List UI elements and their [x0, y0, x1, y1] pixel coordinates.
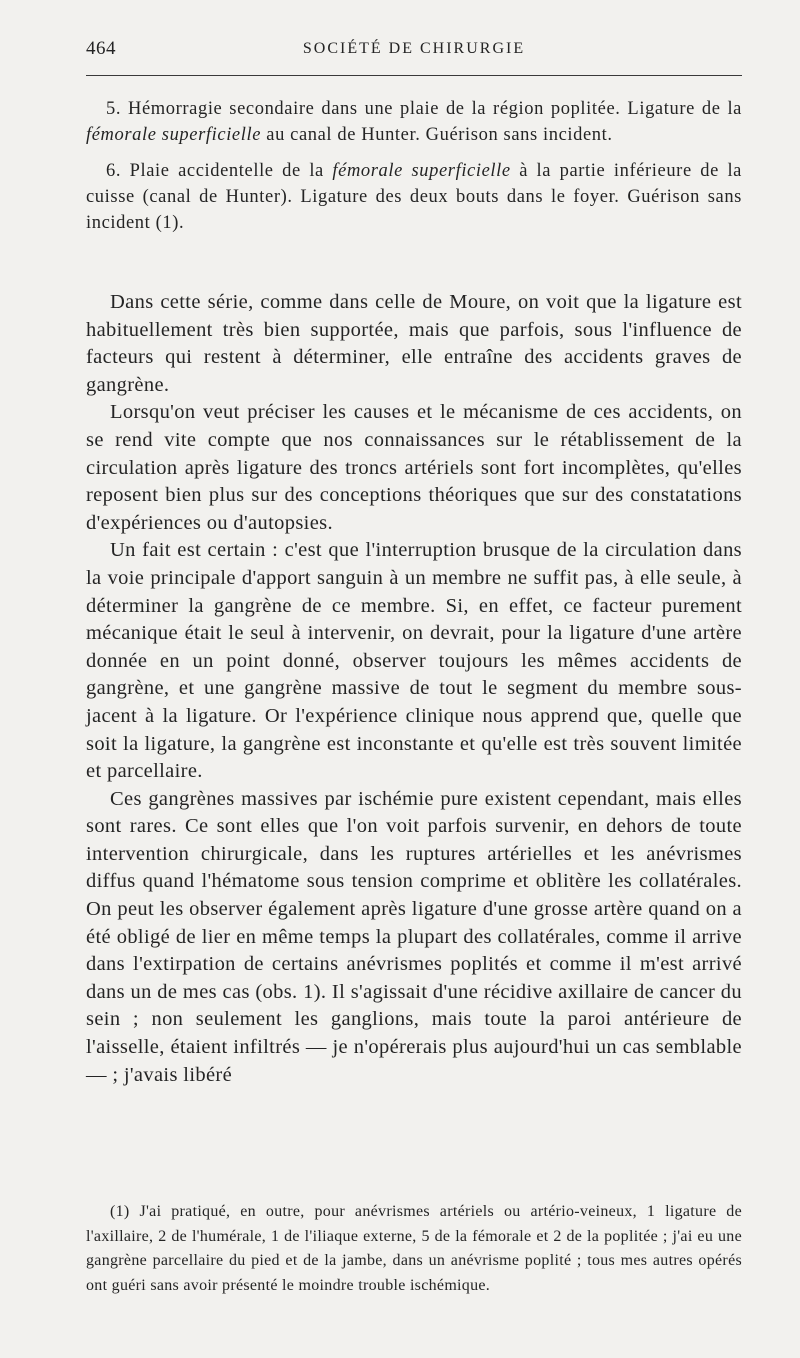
paragraph: Dans cette série, comme dans celle de Moure, on voit que la ligature est habituellement très bien supportée, mais que parfois, sous l'influence de facteurs qui restent à déterminer, elle entraîne des accidents graves de gangrène. — [86, 291, 742, 396]
footnote-text: (1) J'ai pratiqué, en outre, pour anévrismes artériels ou artério-veineux, 1 ligature de l'axillaire, 2 de l'humérale, 1 de l'iliaque externe, 5 de la fémorale et 2 de la poplitée ; j'ai eu une gangrène parcellaire du pied et de la jambe, dans un anévrisme poplité ; tous mes autres opérés ont guéri sans avoir présenté le moindre trouble ischémique. — [86, 1203, 742, 1294]
page-number: 464 — [86, 38, 116, 59]
case-list — [86, 96, 742, 246]
paragraph: Ces gangrènes massives par ischémie pure existent cependant, mais elles sont rares. Ce sont elles que l'on voit parfois survenir, en dehors de toute intervention chirurgicale, dans les ruptures artérielles et les anévrismes diffus quand l'hématome sous tension comprime et oblitère les collatérales. On peut les observer également après ligature d'une grosse artère quand on a été obligé de lier en même temps la plupart des collatérales, comme il arrive dans l'extirpation de certains anévrismes poplités et comme il m'est arrivé dans un de mes cas (obs. 1). Il s'agissait d'une récidive axillaire de cancer du sein ; non seulement les ganglions, mais toute la paroi antérieure de l'aisselle, étaient infiltrés — je n'opérerais plus aujourd'hui un cas semblable — ; j'avais libéré — [86, 787, 742, 1086]
header-rule — [86, 75, 742, 76]
paragraph: Un fait est certain : c'est que l'interruption brusque de la circulation dans la voie principale d'apport sanguin à un membre ne suffit pas, à elle seule, à déterminer la gangrène de ce membre. Si, en effet, ce facteur purement mécanique était le seul à intervenir, on devrait, pour la ligature d'une artère donnée en un point donné, observer toujours les mêmes accidents de gangrène, et une gangrène massive de tout le segment du membre sous-jacent à la ligature. Or l'expérience clinique nous apprend que, quelle que soit la ligature, la gangrène est inconstante et qu'elle est très souvent limitée et parcellaire. — [86, 539, 742, 783]
footnote — [86, 1200, 742, 1298]
page-header — [86, 34, 742, 64]
body-text — [86, 289, 742, 1089]
case-item-6: 6. Plaie accidentelle de la fémorale superficielle à la partie inférieure de la cuisse (canal de Hunter). Ligature des deux bouts dans le foyer. Guérison sans incident (1). — [86, 161, 742, 233]
paragraph: Lorsqu'on veut préciser les causes et le mécanisme de ces accidents, on se rend vite compte que nos connaissances sur le rétablissement de la circulation après ligature des troncs artériels sont fort incomplètes, qu'elles reposent bien plus sur des conceptions théoriques que sur des constatations d'expériences ou d'autopsies. — [86, 401, 742, 534]
case-item-5: 5. Hémorragie secondaire dans une plaie de la région poplitée. Ligature de la fémorale superficielle au canal de Hunter. Guérison sans incident. — [86, 99, 742, 145]
running-title: SOCIÉTÉ DE CHIRURGIE — [302, 40, 526, 57]
